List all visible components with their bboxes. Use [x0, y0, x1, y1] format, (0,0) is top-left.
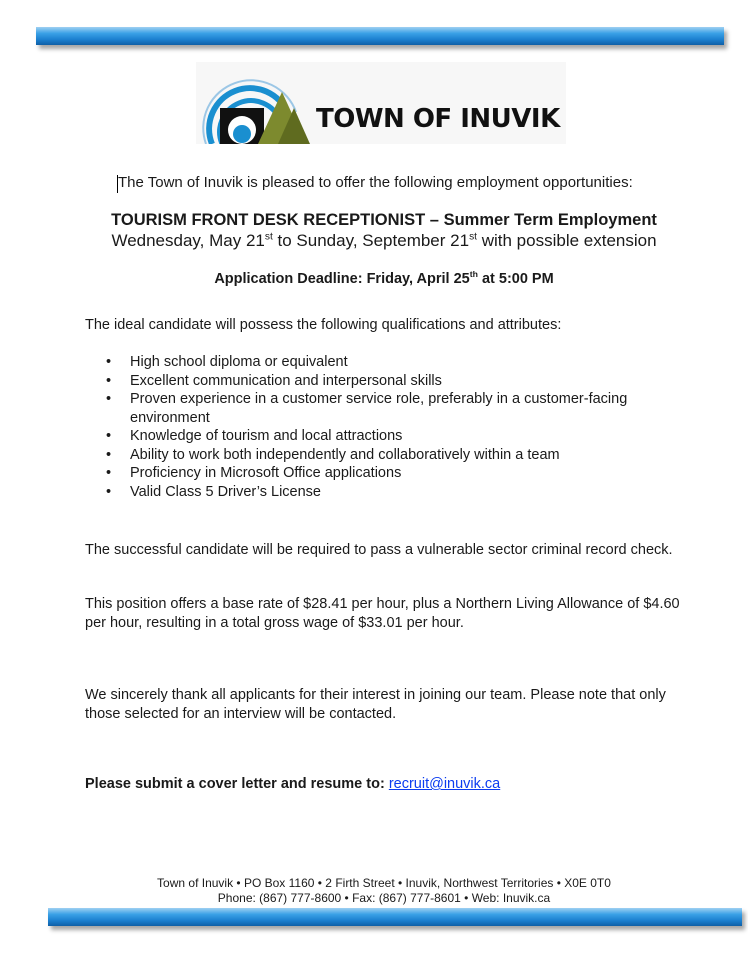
footer-contact: Phone: (867) 777-8600 • Fax: (867) 777-8601 • Web: Inuvik.ca [217, 891, 551, 905]
job-title: TOURISM FRONT DESK RECEPTIONIST – Summer Term Employment [111, 211, 657, 229]
list-item: • Proficiency in Microsoft Office applications [106, 464, 666, 483]
top-decorative-bar [36, 27, 724, 45]
email-link[interactable]: recruit@inuvik.ca [388, 776, 501, 792]
job-dates: Wednesday, May 21st to Sunday, September 21st with possible extension [111, 231, 657, 250]
footer-address: Town of Inuvik • PO Box 1160 • 2 Firth Street • Inuvik, Northwest Territories • X0E 0T0 [157, 876, 611, 890]
list-item: • Ability to work both independently and collaboratively within a team [106, 446, 666, 465]
list-item: • Valid Class 5 Driver’s License [106, 483, 666, 502]
qualifications-list [106, 353, 666, 501]
town-name-logo-text: TOWN OF INUVIK [316, 104, 560, 134]
list-item: • Excellent communication and interpersonal skills [106, 372, 666, 391]
record-check-paragraph: The successful candidate will be required to pass a vulnerable sector criminal record check. [85, 542, 673, 558]
application-deadline: Application Deadline: Friday, April 25th at 5:00 PM [214, 269, 554, 287]
wage-paragraph: This position offers a base rate of $28.41 per hour, plus a Northern Living Allowance of $4.60 per hour, resulting in a total gross wage of $33.01 per hour. [85, 596, 680, 631]
intro-text: The Town of Inuvik is pleased to offer the following employment opportunities: [118, 174, 633, 191]
list-item: • High school diploma or equivalent [106, 353, 666, 372]
submit-instructions: Please submit a cover letter and resume to: recruit@inuvik.ca [85, 776, 501, 792]
list-item: • Proven experience in a customer service role, preferably in a customer-facing environment [106, 390, 666, 427]
list-item: • Knowledge of tourism and local attractions [106, 427, 666, 446]
bottom-decorative-bar [48, 908, 742, 926]
qualifications-intro: The ideal candidate will possess the following qualifications and attributes: [85, 317, 562, 333]
thanks-paragraph: We sincerely thank all applicants for their interest in joining our team. Please note that only those selected for an interview will be contacted. [85, 687, 666, 722]
